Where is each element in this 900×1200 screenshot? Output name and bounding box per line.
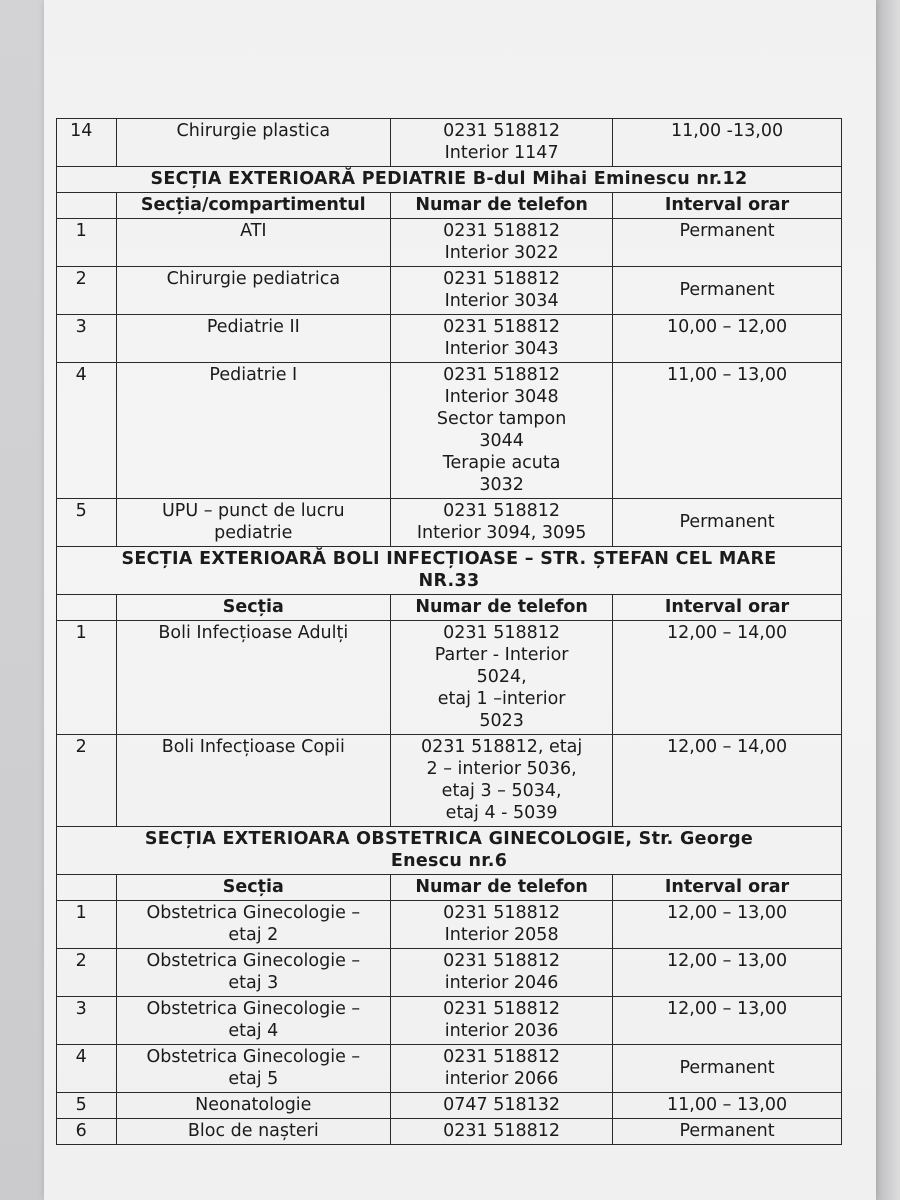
- table-row: [57, 119, 842, 167]
- phone-number: [391, 267, 613, 315]
- section-title: [57, 167, 842, 193]
- phone-line: Terapie acuta: [442, 453, 561, 473]
- phone-number: [391, 363, 613, 499]
- phone-number: [391, 219, 613, 267]
- header-section-name: Secția/compartimentul: [116, 193, 391, 219]
- phone-line: Interior 3048: [444, 387, 559, 407]
- header-number-cell: [57, 595, 117, 621]
- department-name: [116, 621, 391, 735]
- department-name-line: Boli Infecțioase Adulți: [158, 623, 349, 643]
- section-title-line: SECȚIA EXTERIOARA OBSTETRICA GINECOLOGIE, Str. George: [144, 829, 754, 849]
- phone-number: [391, 949, 613, 997]
- visiting-hours: 12,00 – 14,00: [613, 621, 842, 735]
- department-name-line: Pediatrie I: [209, 365, 298, 385]
- phone-line: 0231 518812: [443, 999, 561, 1019]
- row-number: 1: [57, 901, 117, 949]
- department-name: [116, 1119, 391, 1145]
- department-name-line: pediatrie: [214, 523, 293, 543]
- column-header-row: [57, 595, 842, 621]
- header-phone: Numar de telefon: [391, 875, 613, 901]
- table-row: [57, 1045, 842, 1093]
- table-row: [57, 499, 842, 547]
- section-title-line: SECȚIA EXTERIOARĂ BOLI INFECȚIOASE – STR. ȘTEFAN CEL MARE: [121, 549, 777, 569]
- department-name: [116, 315, 391, 363]
- phone-line: 0231 518812: [443, 121, 561, 141]
- department-name-line: ATI: [240, 221, 267, 241]
- header-number-cell: [57, 193, 117, 219]
- department-name: [116, 949, 391, 997]
- visiting-hours: 12,00 – 13,00: [613, 997, 842, 1045]
- phone-line: Interior 3034: [444, 291, 559, 311]
- adjacent-page-edge: [872, 0, 900, 1200]
- phone-line: 0231 518812: [443, 623, 561, 643]
- phone-line: interior 2046: [444, 973, 559, 993]
- table-row: [57, 735, 842, 827]
- header-phone: Numar de telefon: [391, 595, 613, 621]
- phone-line: Sector tampon: [436, 409, 567, 429]
- row-number: 14: [57, 119, 117, 167]
- phone-number: [391, 901, 613, 949]
- department-name: [116, 901, 391, 949]
- visiting-hours-table: [56, 118, 842, 1145]
- row-number: 2: [57, 949, 117, 997]
- department-name: [116, 267, 391, 315]
- phone-line: 0231 518812: [443, 951, 561, 971]
- section-title-line: SECȚIA EXTERIOARĂ PEDIATRIE B-dul Mihai Eminescu nr.12: [150, 169, 748, 189]
- department-name-line: Chirurgie pediatrica: [166, 269, 341, 289]
- phone-line: etaj 4 - 5039: [445, 803, 558, 823]
- phone-line: Interior 3043: [444, 339, 559, 359]
- header-hours: Interval orar: [613, 595, 842, 621]
- visiting-hours: 11,00 -13,00: [613, 119, 842, 167]
- section-title: [57, 547, 842, 595]
- department-name: [116, 1093, 391, 1119]
- table-row: [57, 315, 842, 363]
- department-name: [116, 363, 391, 499]
- phone-line: 0231 518812, etaj: [420, 737, 583, 757]
- section-title: [57, 827, 842, 875]
- phone-number: [391, 499, 613, 547]
- department-name: [116, 997, 391, 1045]
- table-row: [57, 219, 842, 267]
- row-number: 5: [57, 499, 117, 547]
- phone-line: 0231 518812: [443, 365, 561, 385]
- table-row: [57, 363, 842, 499]
- table-row: [57, 267, 842, 315]
- table-row: [57, 621, 842, 735]
- phone-number: [391, 621, 613, 735]
- visiting-hours: Permanent: [613, 499, 842, 547]
- department-name-line: Obstetrica Ginecologie –: [146, 1047, 361, 1067]
- phone-line: interior 2066: [444, 1069, 559, 1089]
- phone-number: [391, 119, 613, 167]
- phone-line: 5024,: [476, 667, 527, 687]
- phone-line: Interior 2058: [444, 925, 559, 945]
- visiting-hours: 12,00 – 14,00: [613, 735, 842, 827]
- table-row: [57, 901, 842, 949]
- row-number: 3: [57, 315, 117, 363]
- table-row: [57, 997, 842, 1045]
- visiting-hours: Permanent: [613, 219, 842, 267]
- row-number: 3: [57, 997, 117, 1045]
- visiting-hours: 11,00 – 13,00: [613, 363, 842, 499]
- header-hours: Interval orar: [613, 193, 842, 219]
- phone-line: 0231 518812: [443, 501, 561, 521]
- department-name-line: Neonatologie: [195, 1095, 312, 1115]
- department-name-line: Pediatrie II: [206, 317, 300, 337]
- department-name-line: etaj 3: [228, 973, 279, 993]
- table-row: [57, 949, 842, 997]
- document-page: [44, 0, 876, 1200]
- department-name: [116, 119, 391, 167]
- phone-line: Interior 3022: [444, 243, 559, 263]
- visiting-hours: Permanent: [613, 1045, 842, 1093]
- visiting-hours: Permanent: [613, 1119, 842, 1145]
- section-title-row: [57, 547, 842, 595]
- phone-line: 2 – interior 5036,: [426, 759, 577, 779]
- header-number-cell: [57, 875, 117, 901]
- table-row: [57, 1119, 842, 1145]
- row-number: 2: [57, 267, 117, 315]
- visiting-hours: 12,00 – 13,00: [613, 949, 842, 997]
- row-number: 2: [57, 735, 117, 827]
- phone-number: [391, 997, 613, 1045]
- phone-line: etaj 3 – 5034,: [441, 781, 562, 801]
- phone-line: 0747 518132: [443, 1095, 561, 1115]
- department-name: [116, 1045, 391, 1093]
- phone-line: 0231 518812: [443, 269, 561, 289]
- row-number: 4: [57, 363, 117, 499]
- phone-line: etaj 1 –interior: [437, 689, 566, 709]
- phone-number: [391, 315, 613, 363]
- visiting-hours: Permanent: [613, 267, 842, 315]
- row-number: 6: [57, 1119, 117, 1145]
- phone-number: [391, 1093, 613, 1119]
- table-row: [57, 1093, 842, 1119]
- row-number: 5: [57, 1093, 117, 1119]
- phone-line: Parter - Interior: [434, 645, 569, 665]
- row-number: 1: [57, 219, 117, 267]
- header-phone: Numar de telefon: [391, 193, 613, 219]
- schedule-table-wrapper: [56, 118, 842, 1145]
- section-title-row: [57, 167, 842, 193]
- phone-line: 0231 518812: [443, 317, 561, 337]
- phone-line: 5023: [479, 711, 524, 731]
- row-number: 1: [57, 621, 117, 735]
- department-name-line: etaj 5: [228, 1069, 279, 1089]
- department-name-line: Boli Infecțioase Copii: [161, 737, 345, 757]
- phone-line: 0231 518812: [443, 1047, 561, 1067]
- department-name: [116, 499, 391, 547]
- phone-line: Interior 3094, 3095: [416, 523, 587, 543]
- phone-line: 3044: [479, 431, 524, 451]
- row-number: 4: [57, 1045, 117, 1093]
- visiting-hours: 11,00 – 13,00: [613, 1093, 842, 1119]
- department-name-line: etaj 2: [228, 925, 279, 945]
- department-name: [116, 735, 391, 827]
- department-name-line: Obstetrica Ginecologie –: [146, 951, 361, 971]
- phone-line: 0231 518812: [443, 221, 561, 241]
- header-section-name: Secția: [116, 875, 391, 901]
- department-name-line: UPU – punct de lucru: [161, 501, 345, 521]
- department-name-line: Bloc de nașteri: [187, 1121, 319, 1141]
- phone-number: [391, 735, 613, 827]
- section-title-line: NR.33: [418, 571, 480, 591]
- department-name-line: Obstetrica Ginecologie –: [146, 903, 361, 923]
- phone-number: [391, 1045, 613, 1093]
- department-name-line: Obstetrica Ginecologie –: [146, 999, 361, 1019]
- section-title-line: Enescu nr.6: [390, 851, 508, 871]
- department-name-line: etaj 4: [228, 1021, 279, 1041]
- department-name-line: Chirurgie plastica: [176, 121, 331, 141]
- phone-line: 3032: [479, 475, 524, 495]
- phone-line: Interior 1147: [444, 143, 559, 163]
- phone-number: [391, 1119, 613, 1145]
- section-title-row: [57, 827, 842, 875]
- table-body: [57, 119, 842, 1145]
- column-header-row: [57, 193, 842, 219]
- header-section-name: Secția: [116, 595, 391, 621]
- visiting-hours: 10,00 – 12,00: [613, 315, 842, 363]
- column-header-row: [57, 875, 842, 901]
- phone-line: interior 2036: [444, 1021, 559, 1041]
- visiting-hours: 12,00 – 13,00: [613, 901, 842, 949]
- phone-line: 0231 518812: [443, 1121, 561, 1141]
- department-name: [116, 219, 391, 267]
- header-hours: Interval orar: [613, 875, 842, 901]
- phone-line: 0231 518812: [443, 903, 561, 923]
